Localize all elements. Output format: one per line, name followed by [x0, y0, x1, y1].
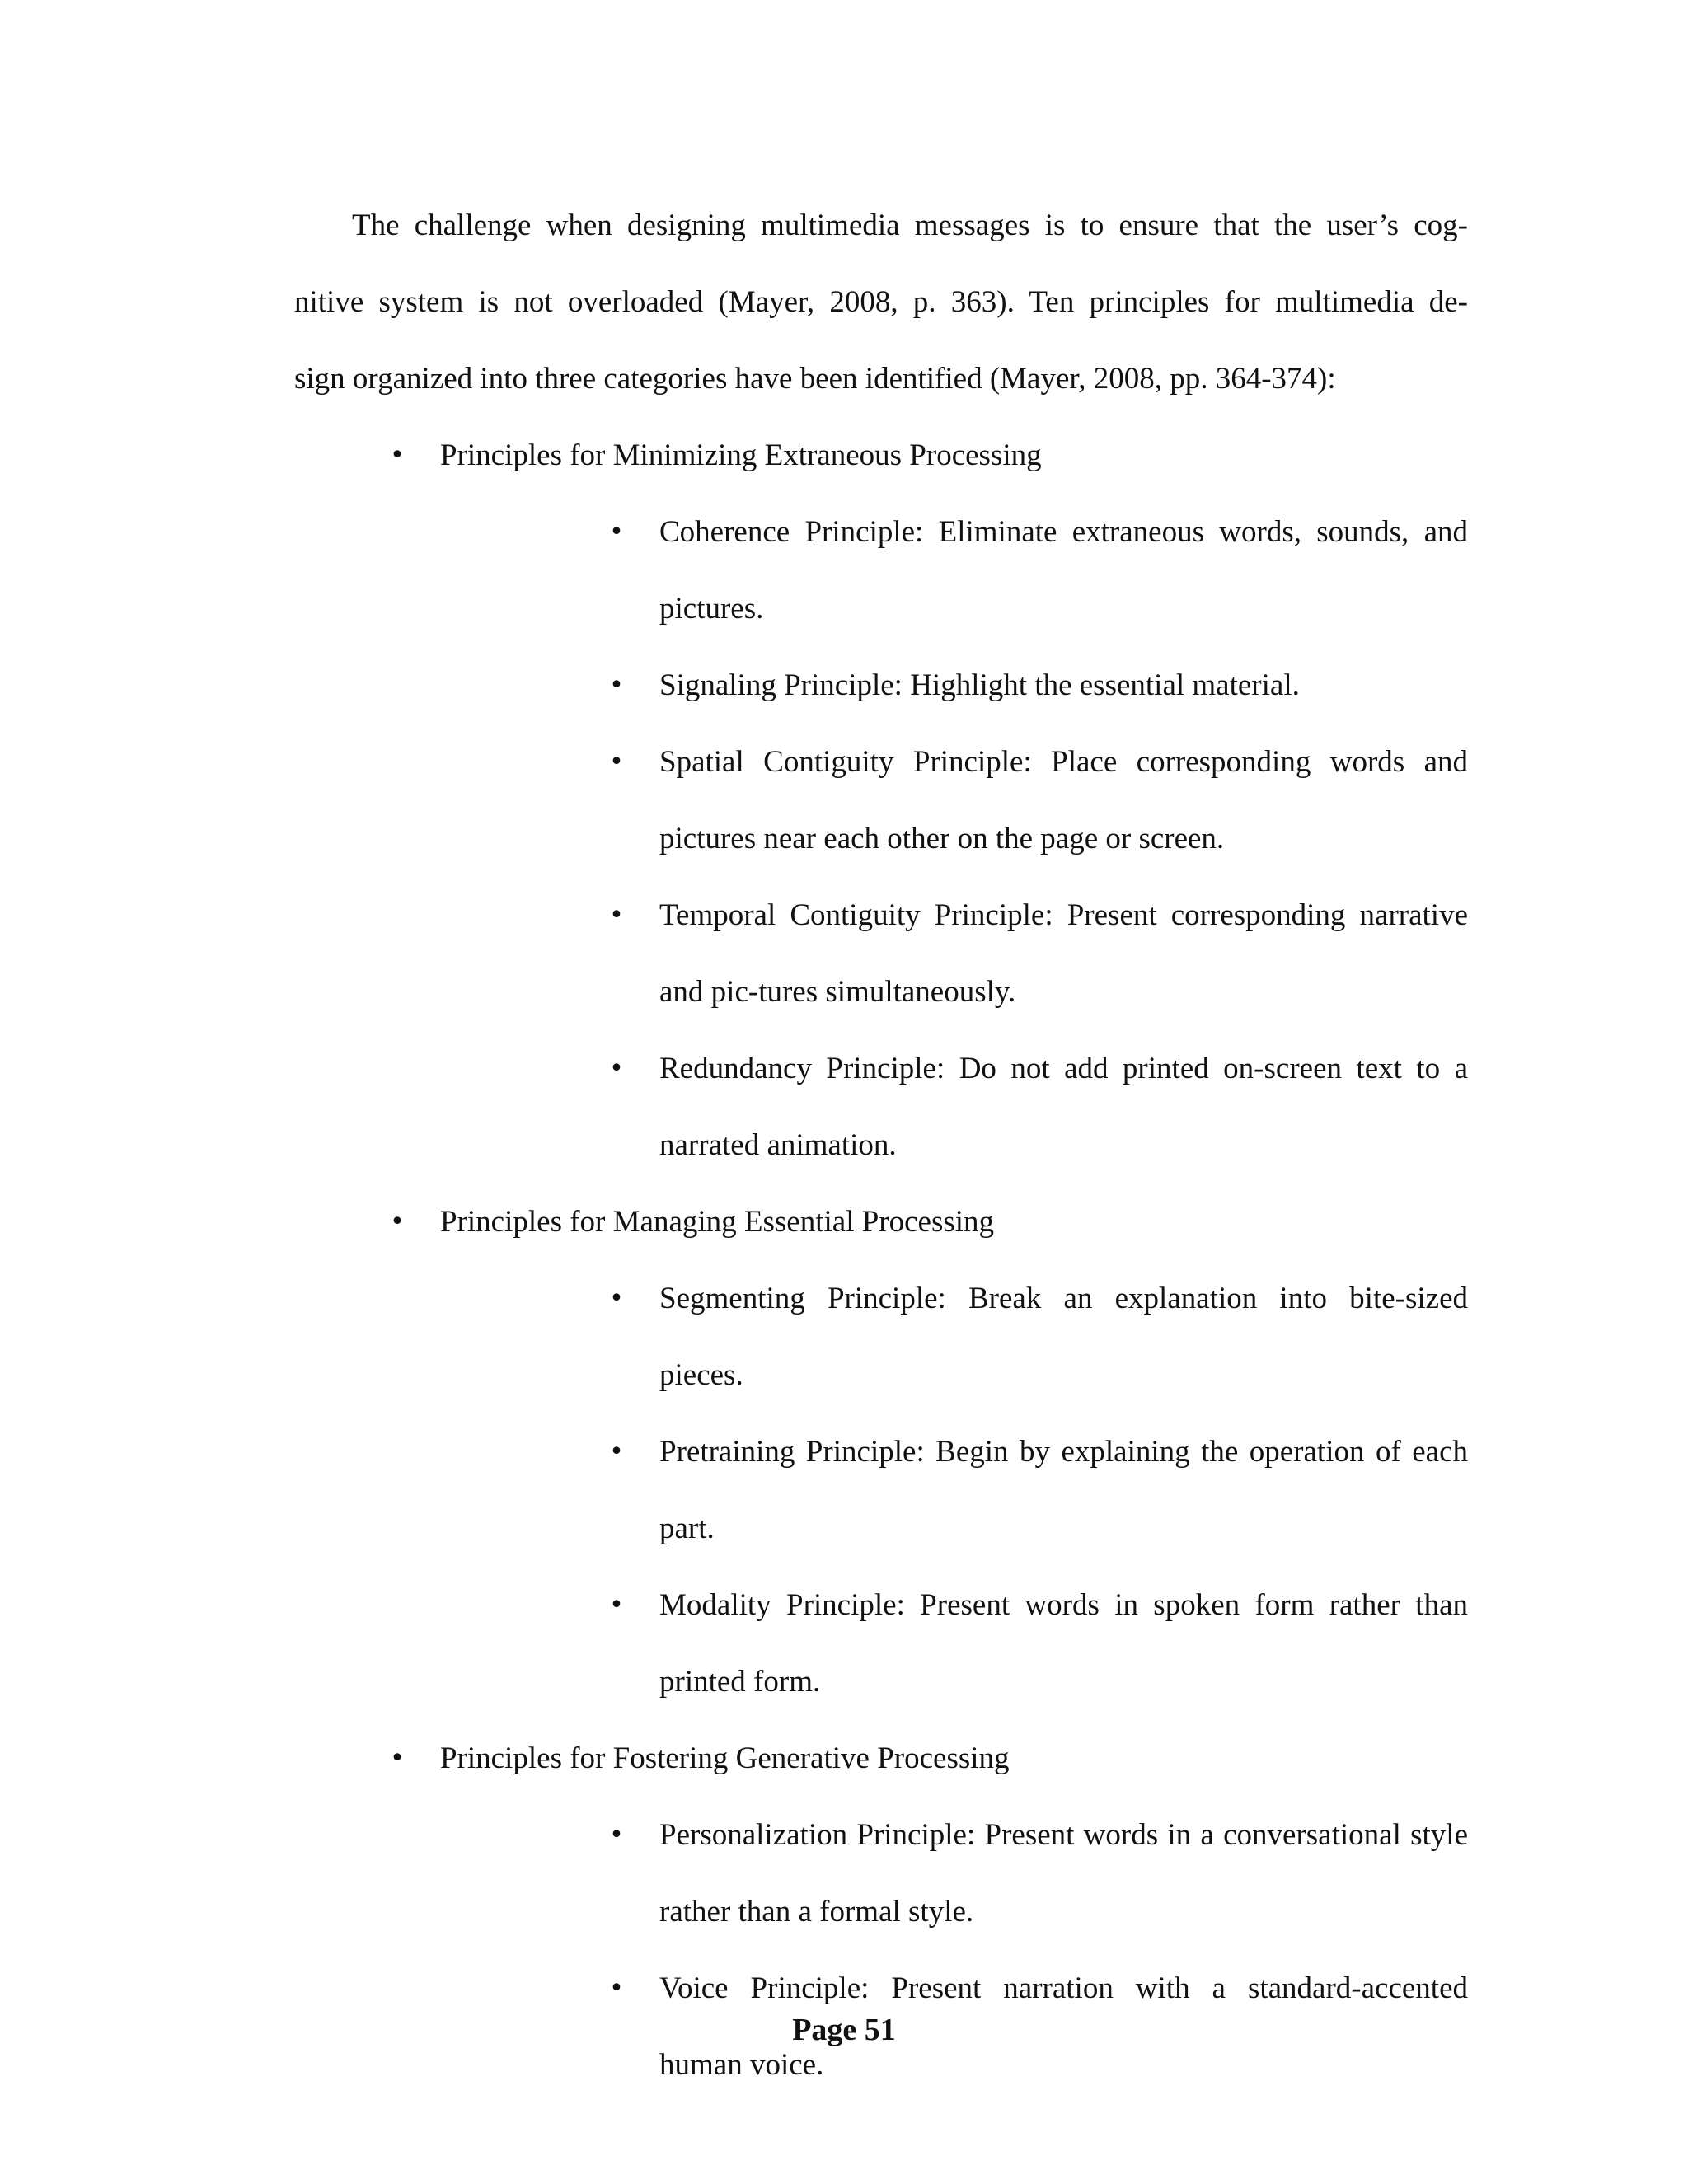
paragraph-line: sign organized into three categories have been identified (Mayer, 2008, pp. 364-374):: [294, 362, 1336, 396]
principle-text: Coherence Principle: Eliminate extraneous words, sounds, and pictures.: [659, 515, 1468, 626]
bullet-icon: •: [609, 1591, 624, 1619]
principle-list: [440, 1260, 1468, 1720]
principle-text: Voice Principle: Present narration with a standard-accented human voice.: [659, 1971, 1468, 2082]
bullet-icon: •: [609, 748, 624, 776]
principle-text: Pretraining Principle: Begin by explaining the operation of each part.: [659, 1435, 1468, 1545]
bullet-icon: •: [390, 441, 405, 470]
paragraph-line: nitive system is not overloaded (Mayer, 2008, p. 363). Ten principles for multimedia de-: [294, 285, 1468, 319]
principle-text: Temporal Contiguity Principle: Present corresponding narrative and pic-tures simultaneously.: [659, 898, 1468, 1009]
principle-item-spatial-contiguity: [440, 724, 1468, 877]
bullet-icon: •: [609, 1974, 624, 2003]
principle-item-personalization: [440, 1797, 1468, 1950]
principle-item-coherence: [440, 494, 1468, 647]
category-label: Principles for Fostering Generative Processing: [440, 1741, 1010, 1775]
bullet-icon: •: [609, 671, 624, 700]
paragraph-line: The challenge when designing multimedia messages is to ensure that the user’s cog-: [352, 209, 1468, 242]
principle-text: Segmenting Principle: Break an explanation into bite-sized pieces.: [659, 1282, 1468, 1392]
principle-list: [440, 1797, 1468, 2103]
bullet-icon: •: [609, 1284, 624, 1313]
bullet-icon: •: [609, 1821, 624, 1849]
bullet-icon: •: [609, 1437, 624, 1466]
principle-list: [440, 494, 1468, 1183]
category-item-managing-essential: [294, 1183, 1468, 1720]
principle-text: Personalization Principle: Present words in a conversational style rather than a formal style.: [659, 1818, 1468, 1929]
bullet-icon: •: [609, 1054, 624, 1083]
principle-text: Redundancy Principle: Do not add printed on-screen text to a narrated animation.: [659, 1052, 1468, 1162]
principle-item-signaling: [440, 647, 1468, 724]
category-label: Principles for Managing Essential Processing: [440, 1205, 995, 1239]
principle-item-pretraining: [440, 1413, 1468, 1567]
body-text: [294, 187, 1468, 2103]
category-list: [294, 417, 1468, 2103]
bullet-icon: •: [609, 901, 624, 930]
bullet-icon: •: [609, 518, 624, 546]
bullet-icon: •: [390, 1207, 405, 1236]
principle-text: Modality Principle: Present words in spoken form rather than printed form.: [659, 1588, 1468, 1699]
bullet-icon: •: [390, 1744, 405, 1773]
principle-item-segmenting: [440, 1260, 1468, 1413]
intro-paragraph: [294, 187, 1468, 417]
category-label: Principles for Minimizing Extraneous Processing: [440, 438, 1042, 472]
principle-item-redundancy: [440, 1030, 1468, 1183]
principle-item-temporal-contiguity: [440, 877, 1468, 1030]
principle-text: Signaling Principle: Highlight the essential material.: [659, 668, 1300, 702]
category-item-minimizing-extraneous: [294, 417, 1468, 1183]
principle-text: Spatial Contiguity Principle: Place corresponding words and pictures near each other on the page or screen.: [659, 745, 1468, 855]
page-number: Page 51: [792, 2013, 896, 2047]
principle-item-modality: [440, 1567, 1468, 1720]
